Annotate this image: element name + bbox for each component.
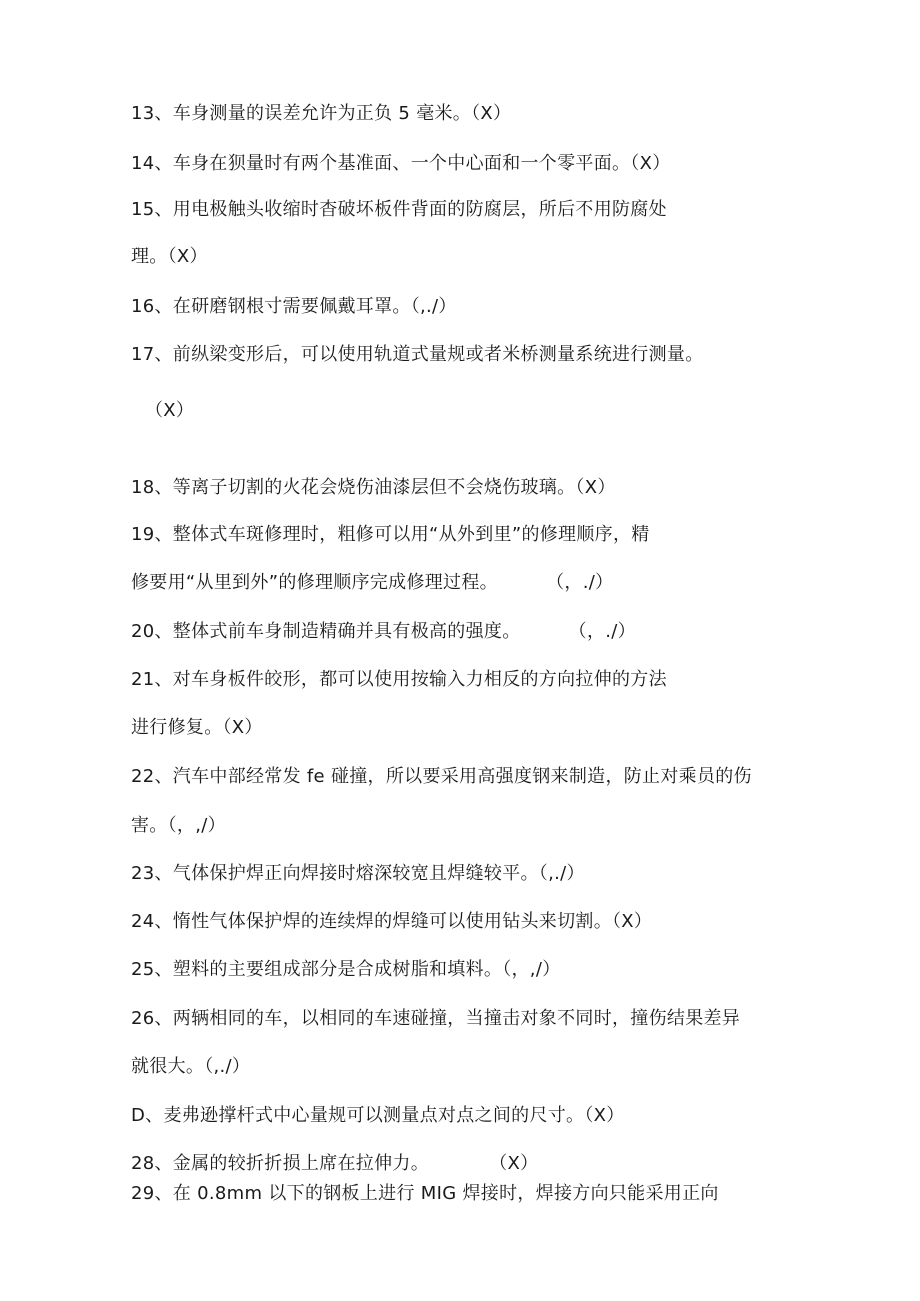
question-22: 22、汽车中部经常发 fe 碰撞，所以要采用高强度钢来制造，防止对乘员的伤 [131,766,752,787]
question-27: D、麦弗逊撑杆式中心量规可以测量点对点之间的尺寸。（X） [131,1105,625,1126]
question-26-cont: 就很大。（,./） [131,1056,251,1077]
question-19-cont: 修要用“从里到外”的修理顺序完成修理过程。 （，./） [131,572,614,593]
question-14: 14、车身在狈量时有两个基准面、一个中心面和一个零平面。（X） [131,153,671,174]
question-15-cont: 理。（X） [131,246,208,267]
question-25: 25、塑料的主要组成部分是合成树脂和填料。（，,/） [131,959,561,980]
question-24: 24、惰性气体保护焊的连续焊的焊缝可以使用钻头来切割。（X） [131,911,653,932]
question-29: 29、在 0.8mm 以下的钢板上进行 MIG 焊接时，焊接方向只能采用正向 [131,1183,719,1204]
question-18: 18、等离子切割的火花会烧伤油漆层但不会烧伤玻璃。（X） [131,477,616,498]
question-21: 21、对车身板件皎形，都可以使用按输入力相反的方向拉伸的方法 [131,669,667,690]
question-16: 16、在研磨钢根寸需要佩戴耳罩。（,./） [131,296,457,317]
question-19: 19、整体式车斑修理时，粗修可以用“从外到里”的修理顺序，精 [131,524,650,545]
question-17-cont: （X） [145,400,195,421]
question-23: 23、气体保护焊正向焊接时熔深较宽且焊缝较平。（,./） [131,863,585,884]
question-20: 20、整体式前车身制造精确并具有极高的强度。 （，./） [131,621,636,642]
question-17: 17、前纵梁变形后，可以使用轨道式量规或者米桥测量系统进行测量。 [131,344,704,365]
question-15: 15、用电极触头收缩时杳破坏板件背面的防腐层，所后不用防腐处 [131,199,667,220]
question-21-cont: 进行修复。（X） [131,717,263,738]
question-13: 13、车身测量的误差允许为正负 5 毫米。（X） [131,103,512,124]
question-22-cont: 害。（，,/） [131,815,226,836]
question-26: 26、两辆相同的车，以相同的车速碰撞，当撞击对象不同时，撞伤结果差异 [131,1008,741,1029]
question-28: 28、金属的较折折损上席在拉伸力。 （X） [131,1153,539,1174]
